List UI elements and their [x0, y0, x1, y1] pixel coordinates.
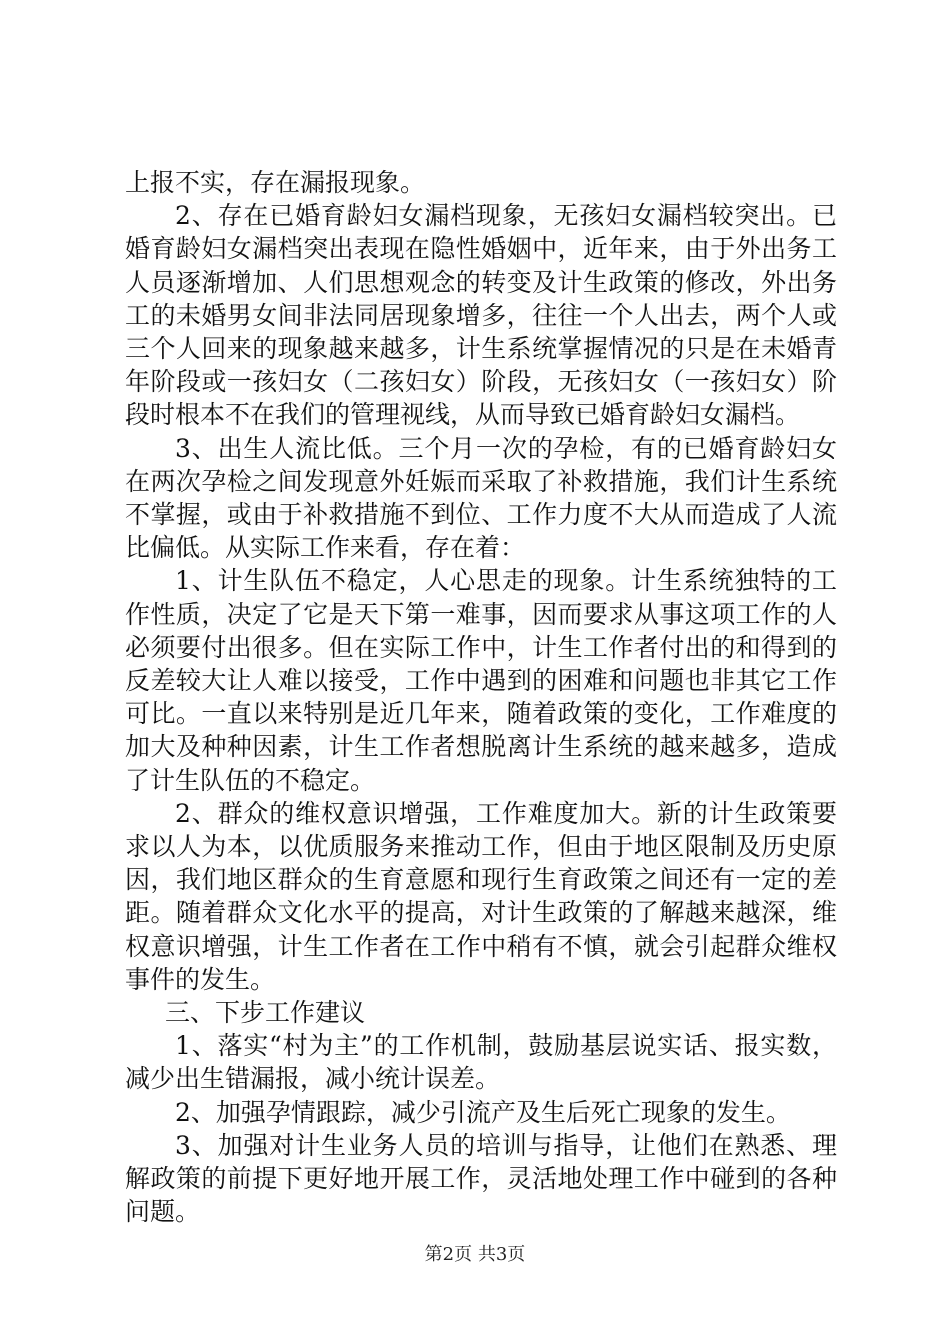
document-body [125, 166, 837, 1229]
paragraph-suggestion-3: 3、加强对计生业务人员的培训与指导，让他们在熟悉、理解政策的前提下更好地开展工作，灵活地处理工作中碰到的各种问题。 [125, 1130, 837, 1227]
page-footer: 第2页 共3页 [424, 1244, 526, 1265]
paragraph-continuation: 上报不实，存在漏报现象。 [125, 168, 426, 197]
paragraph-issue-3: 3、出生人流比低。三个月一次的孕检，有的已婚育龄妇女在两次孕检之间发现意外妊娠而采取了补救措施，我们计生系统不掌握，或由于补救措施不到位、工作力度不大从而造成了人流比偏低。从实际工作来看，存在着： [125, 433, 837, 563]
paragraph-suggestion-1: 1、落实“村为主”的工作机制，鼓励基层说实话、报实数，减少出生错漏报，减小统计误差。 [125, 1031, 837, 1094]
section-heading-suggestions: 三、下步工作建议 [165, 998, 366, 1028]
paragraph-suggestion-2: 2、加强孕情跟踪，减少引流产及生后死亡现象的发生。 [175, 1097, 791, 1127]
paragraph-problem-1: 1、计生队伍不稳定，人心思走的现象。计生系统独特的工作性质，决定了它是天下第一难事，因而要求从事这项工作的人必须要付出很多。但在实际工作中，计生工作者付出的和得到的反差较大让人难以接受，工作中遇到的困难和问题也非其它工作可比。一直以来特别是近几年来，随着政策的变化，工作难度的加大及种种因素，计生工作者想脱离计生系统的越来越多，造成了计生队伍的不稳定。 [125, 566, 837, 795]
paragraph-issue-2: 2、存在已婚育龄妇女漏档现象，无孩妇女漏档较突出。已婚育龄妇女漏档突出表现在隐性婚姻中，近年来，由于外出务工人员逐渐增加、人们思想观念的转变及计生政策的修改，外出务工的未婚男女间非法同居现象增多，往往一个人出去，两个人或三个人回来的现象越来越多，计生系统掌握情况的只是在未婚青年阶段或一孩妇女（二孩妇女）阶段，无孩妇女（一孩妇女）阶段时根本不在我们的管理视线，从而导致已婚育龄妇女漏档。 [125, 201, 837, 430]
paragraph-problem-2: 2、群众的维权意识增强，工作难度加大。新的计生政策要求以人为本，以优质服务来推动工作，但由于地区限制及历史原因，我们地区群众的生育意愿和现行生育政策之间还有一定的差距。随着群众文化水平的提高，对计生政策的了解越来越深，维权意识增强，计生工作者在工作中稍有不慎，就会引起群众维权事件的发生。 [125, 798, 837, 994]
